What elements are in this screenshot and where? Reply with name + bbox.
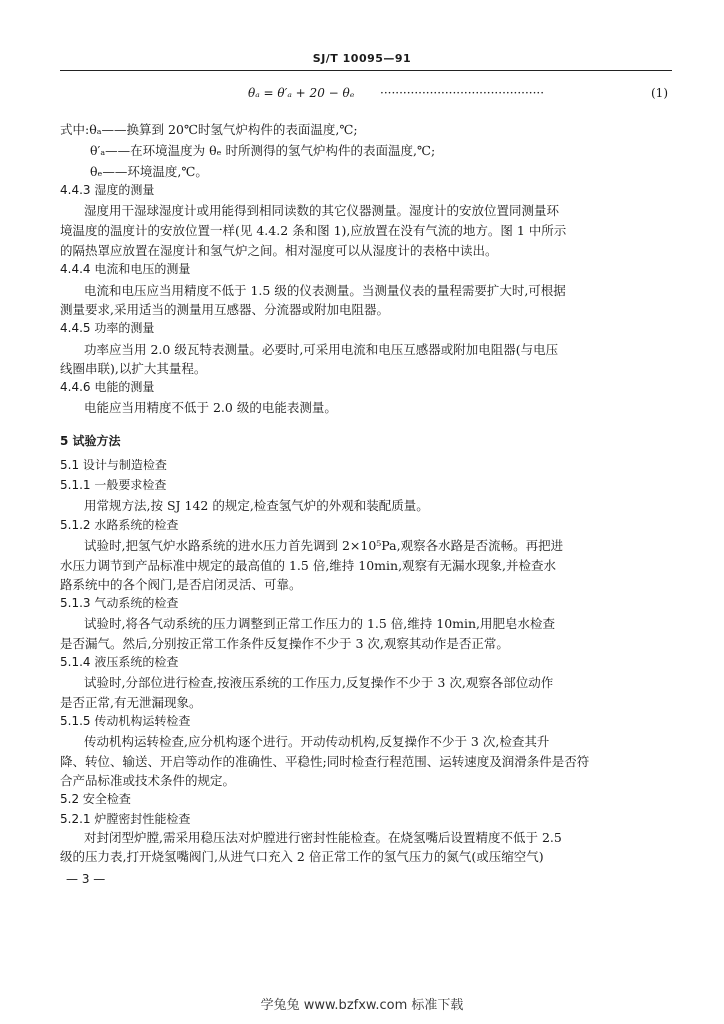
text-line: 合产品标准或技术条件的规定。: [60, 773, 236, 788]
section-heading: 4.4.6 电能的测量: [60, 380, 155, 394]
header-rule: [60, 70, 672, 71]
chapter-heading: 5 试验方法: [60, 434, 121, 448]
text-line: 水压力调节到产品标准中规定的最高值的 1.5 倍,维持 10min,观察有无漏水现象,并检查水: [60, 558, 557, 573]
text-line: 式中:θₐ——换算到 20℃时氢气炉构件的表面温度,℃;: [60, 122, 358, 137]
section-heading: 5.1.3 气动系统的检查: [60, 596, 179, 610]
text-line: 对封闭型炉膛,需采用稳压法对炉膛进行密封性能检查。在烧氢嘴后设置精度不低于 2.5: [84, 830, 562, 845]
formula-expression: θₐ = θ′ₐ + 20 − θₑ: [248, 86, 355, 100]
formula-number: (1): [651, 86, 668, 100]
text-line: 电流和电压应当用精度不低于 1.5 级的仪表测量。当测量仪表的量程需要扩大时,可根据: [84, 283, 566, 298]
section-heading: 4.4.5 功率的测量: [60, 321, 155, 335]
text-line: 的隔热罩应放置在湿度计和氢气炉之间。相对湿度可以从湿度计的表格中读出。: [60, 243, 498, 258]
text-line: 境温度的温度计的安放位置一样(见 4.4.2 条和图 1),应放置在没有气流的地方。图 1 中所示: [60, 223, 567, 238]
text-line: 试验时,分部位进行检查,按液压系统的工作压力,反复操作不少于 3 次,观察各部位动作: [84, 675, 554, 690]
section-heading: 5.1.5 传动机构运转检查: [60, 714, 191, 728]
section-heading: 5.1.4 液压系统的检查: [60, 655, 179, 669]
section-heading: 4.4.4 电流和电压的测量: [60, 262, 191, 276]
standard-code-header: SJ/T 10095—91: [312, 52, 412, 65]
section-heading: 5.2.1 炉膛密封性能检查: [60, 812, 191, 826]
text-line: 是否正常,有无泄漏现象。: [60, 695, 202, 710]
text-line: 测量要求,采用适当的测量用互感器、分流器或附加电阻器。: [60, 302, 389, 317]
text-line: 线圈串联),以扩大其量程。: [60, 361, 207, 376]
section-heading: 5.1.1 一般要求检查: [60, 478, 167, 492]
text-line: 传动机构运转检查,应分机构逐个进行。开动传动机构,反复操作不少于 3 次,检查其升: [84, 734, 550, 749]
text-line: θ′ₐ——在环境温度为 θₑ 时所测得的氢气炉构件的表面温度,℃;: [90, 143, 436, 158]
text-line: 路系统中的各个阀门,是否启闭灵活、可靠。: [60, 577, 302, 592]
section-heading: 5.1.2 水路系统的检查: [60, 518, 179, 532]
text-line: 湿度用干湿球湿度计或用能得到相同读数的其它仪器测量。湿度计的安放位置同测量环: [84, 203, 560, 218]
section-heading: 5.2 安全检查: [60, 792, 131, 806]
text-line: 降、转位、输送、开启等动作的准确性、平稳性;同时检查行程范围、运转速度及润滑条件是否符: [60, 754, 590, 769]
formula-leader-dots: ···········································: [380, 86, 545, 100]
text-line: 用常规方法,按 SJ 142 的规定,检查氢气炉的外观和装配质量。: [84, 498, 429, 513]
text-line: θₑ——环境温度,℃。: [90, 164, 208, 179]
text-line: 试验时,将各气动系统的压力调整到正常工作压力的 1.5 倍,维持 10min,用肥皂水检查: [84, 616, 556, 631]
text-line: 试验时,把氢气炉水路系统的进水压力首先调到 2×10⁵Pa,观察各水路是否流畅。再把进: [84, 538, 564, 553]
text-line: 是否漏气。然后,分别按正常工作条件反复操作不少于 3 次,观察其动作是否正常。: [60, 636, 509, 651]
watermark-footer: 学兔兔 www.bzfxw.com 标准下载: [260, 998, 464, 1013]
text-line: 功率应当用 2.0 级瓦特表测量。必要时,可采用电流和电压互感器或附加电阻器(与电压: [84, 342, 559, 357]
text-line: 电能应当用精度不低于 2.0 级的电能表测量。: [84, 400, 337, 415]
section-heading: 5.1 设计与制造检查: [60, 458, 167, 472]
page-number: — 3 —: [66, 872, 106, 886]
section-heading: 4.4.3 湿度的测量: [60, 183, 155, 197]
formula-1: [248, 86, 668, 100]
text-line: 级的压力表,打开烧氢嘴阀门,从进气口充入 2 倍正常工作的氢气压力的氮气(或压缩空气): [60, 849, 544, 864]
